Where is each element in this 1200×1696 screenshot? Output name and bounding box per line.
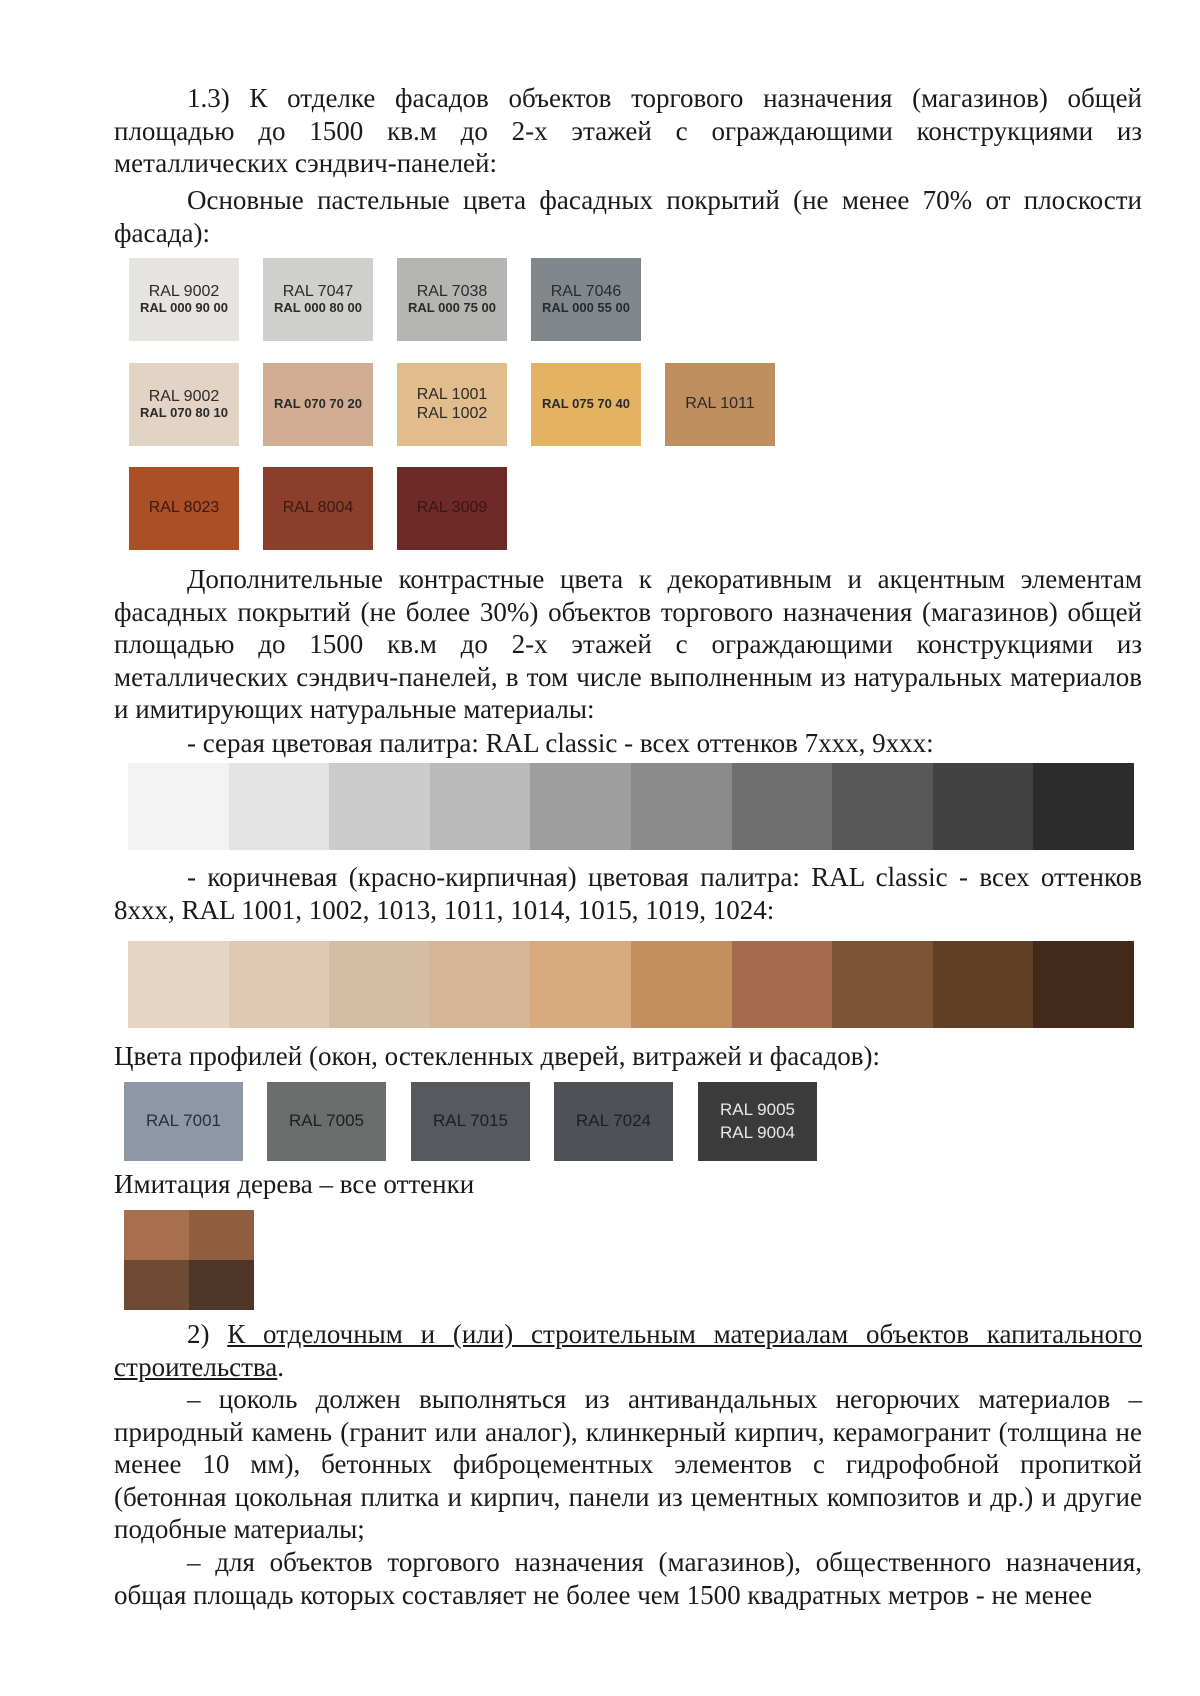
grey-shade-cell — [530, 763, 631, 850]
brown-shade-cell — [732, 941, 833, 1028]
brown-shade-cell — [430, 941, 531, 1028]
brown-shade-cell — [933, 941, 1034, 1028]
color-swatch — [129, 467, 239, 550]
profile-color-swatch — [698, 1082, 817, 1161]
color-swatch — [531, 258, 641, 341]
wood-heading: Имитация дерева – все оттенки — [114, 1169, 475, 1199]
grey-shade-cell — [128, 763, 229, 850]
grey-palette-strip — [128, 763, 1134, 850]
color-swatch — [129, 258, 239, 341]
swatch-code-alt: RAL 1002 — [416, 404, 488, 422]
swatch-code: RAL 7047 — [282, 282, 354, 300]
swatch-code: RAL 070 70 20 — [274, 396, 362, 412]
wood-tone-cell — [124, 1260, 189, 1310]
grey-shade-cell — [329, 763, 430, 850]
color-swatch — [263, 363, 373, 446]
brown-shade-cell — [329, 941, 430, 1028]
grey-palette-label: - серая цветовая палитра: RAL classic - всех оттенков 7xxx, 9xxx: — [187, 728, 934, 758]
swatch-code-alt: RAL 000 90 00 — [140, 300, 228, 316]
swatch-code: RAL 8023 — [148, 499, 220, 517]
swatch-code: RAL 8004 — [282, 499, 354, 517]
color-swatch — [263, 258, 373, 341]
color-swatch — [129, 363, 239, 446]
swatch-code-alt: RAL 000 75 00 — [408, 300, 496, 316]
profile-color-swatch — [554, 1082, 673, 1161]
section-2-title — [114, 1318, 1142, 1383]
section-2-number: 2) — [187, 1319, 228, 1349]
contrast-colors-heading: Дополнительные контрастные цвета к декоративным и акцентным элементам фасадных покрытий (не более 30%) объектов торгового назначения (магазинов) общей площадью до 1500 кв.м до 2-х этажей с ограждающими конструкциями из металлических сэндвич-панелей, в том числе выполненным из натуральных материалов и имитирующих натуральные материалы: — [114, 564, 1142, 724]
profile-color-swatch — [124, 1082, 243, 1161]
grey-shade-cell — [832, 763, 933, 850]
section-2-item-plinth: – цоколь должен выполняться из антивандальных негорючих материалов – природный камень (гранит или аналог), клинкерный кирпич, керамогранит (толщина не менее 10 мм), бетонных фиброцементных элементов с гидрофобной пропиткой (бетонная цокольная плитка и кирпич, панели из цементных композитов и др.) и другие подобные материалы; — [114, 1384, 1142, 1544]
color-swatch — [397, 467, 507, 550]
main-colors-heading: Основные пастельные цвета фасадных покрытий (не менее 70% от плоскости фасада): — [114, 185, 1142, 248]
swatch-code: RAL 3009 — [416, 499, 488, 517]
swatch-code: RAL 7024 — [576, 1111, 651, 1131]
swatch-code: RAL 9005 — [720, 1100, 795, 1120]
grey-shade-cell — [631, 763, 732, 850]
section-1-3-intro: 1.3) К отделке фасадов объектов торгового назначения (магазинов) общей площадью до 1500 кв.м до 2-х этажей с ограждающими конструкциями из металлических сэндвич-панелей: — [114, 83, 1142, 178]
section-2-title-underlined: К отделочным и (или) строительным материалам объектов капитального строительства — [114, 1319, 1142, 1382]
color-swatch — [263, 467, 373, 550]
swatch-code-alt: RAL 000 55 00 — [542, 300, 630, 316]
profile-color-swatch — [267, 1082, 386, 1161]
wood-tone-cell — [124, 1210, 189, 1260]
swatch-code: RAL 9002 — [148, 282, 220, 300]
brown-shade-cell — [631, 941, 732, 1028]
brown-shade-cell — [128, 941, 229, 1028]
wood-imitation-swatch — [124, 1210, 254, 1310]
swatch-code: RAL 7001 — [146, 1111, 221, 1131]
swatch-code: RAL 9002 — [148, 387, 220, 405]
brown-palette-strip — [128, 941, 1134, 1028]
profile-color-swatch — [411, 1082, 530, 1161]
grey-shade-cell — [430, 763, 531, 850]
color-swatch — [665, 363, 775, 446]
color-swatch — [531, 363, 641, 446]
section-2-title-end: . — [277, 1351, 285, 1382]
brown-shade-cell — [530, 941, 631, 1028]
brown-shade-cell — [832, 941, 933, 1028]
color-swatch — [397, 258, 507, 341]
swatch-code: RAL 7046 — [550, 282, 622, 300]
grey-shade-cell — [1033, 763, 1134, 850]
swatch-code: RAL 1001 — [416, 386, 488, 404]
swatch-code-alt: RAL 9004 — [720, 1122, 795, 1142]
section-2-item-commercial: – для объектов торгового назначения (магазинов), общественного назначения, общая площадь которых составляет не более чем 1500 квадратных метров - не менее — [114, 1547, 1142, 1610]
brown-shade-cell — [1033, 941, 1134, 1028]
swatch-code: RAL 7005 — [289, 1111, 364, 1131]
swatch-code: RAL 1011 — [685, 395, 755, 413]
wood-tone-cell — [189, 1260, 254, 1310]
wood-tone-cell — [189, 1210, 254, 1260]
swatch-code-alt: RAL 070 80 10 — [140, 405, 228, 421]
swatch-code-alt: RAL 000 80 00 — [274, 300, 362, 316]
grey-shade-cell — [933, 763, 1034, 850]
grey-shade-cell — [229, 763, 330, 850]
grey-shade-cell — [732, 763, 833, 850]
profiles-heading: Цвета профилей (окон, остекленных дверей, витражей и фасадов): — [114, 1041, 880, 1071]
swatch-code: RAL 075 70 40 — [542, 396, 630, 412]
brown-shade-cell — [229, 941, 330, 1028]
swatch-code: RAL 7015 — [433, 1111, 508, 1131]
color-swatch — [397, 363, 507, 446]
brown-palette-label: - коричневая (красно-кирпичная) цветовая палитра: RAL classic - всех оттенков 8xxx, RAL 1001, 1002, 1013, 1011, 1014, 1015, 1019, 1024: — [114, 862, 1142, 925]
swatch-code: RAL 7038 — [416, 282, 488, 300]
